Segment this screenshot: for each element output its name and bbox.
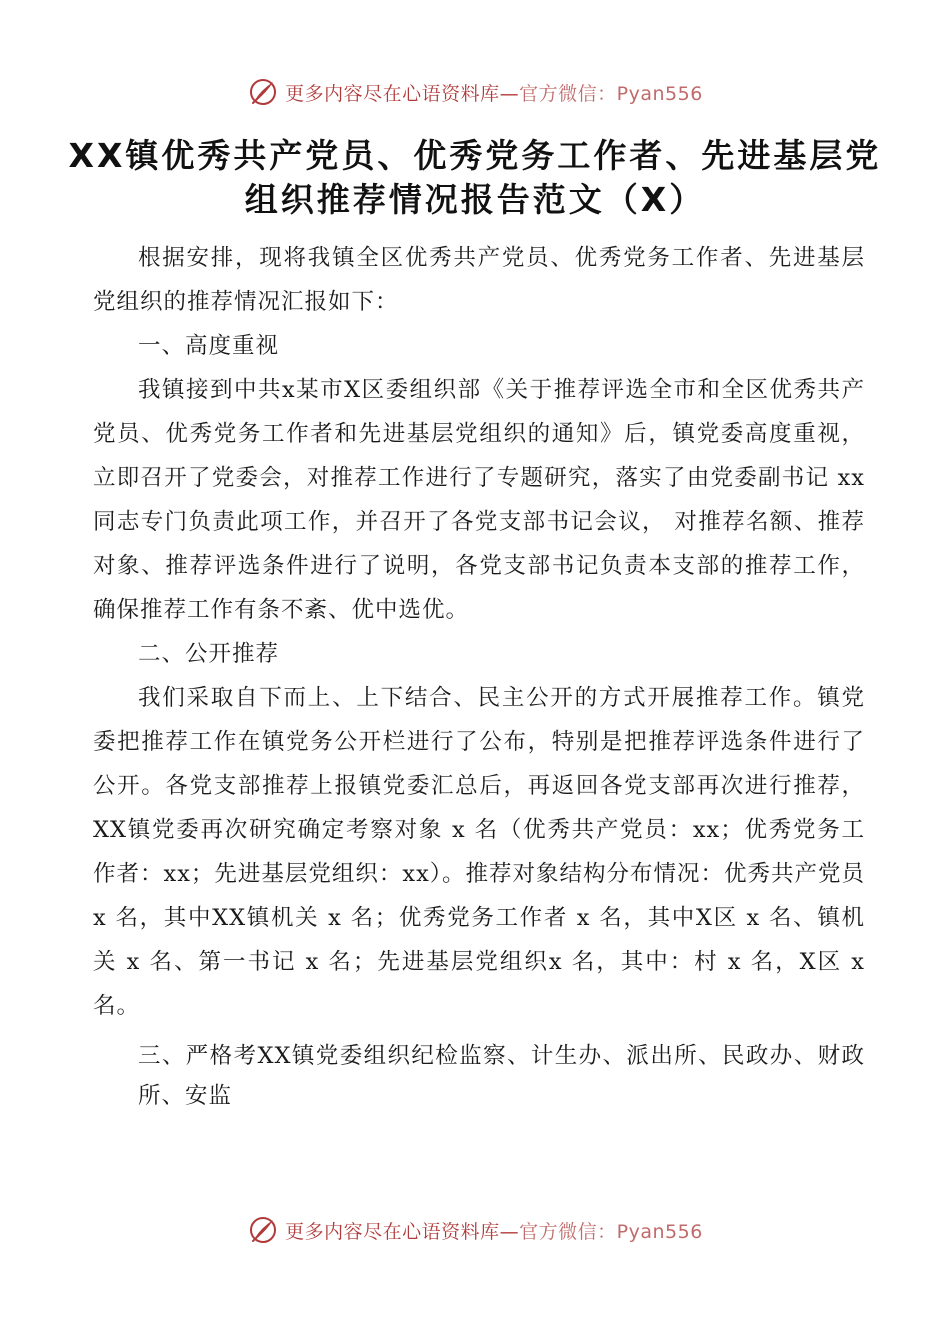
section-heading-3: 三、严格考XX镇党委组织纪检监察、计生办、派出所、民政办、财政所、安监 [138,1043,865,1109]
banner-wechat: 官方微信：Pyan556 [519,82,703,105]
intro-paragraph: 根据安排，现将我镇全区优秀共产党员、优秀党务工作者、先进基层党组织的推荐情况汇报如下： [93,245,865,315]
document-body [93,236,865,1116]
banner-text: 更多内容尽在心语资料库—官方微信：Pyan556 [285,82,703,105]
quill-logo-icon [247,76,279,108]
footer-banner [0,1210,950,1250]
banner-wechat: 官方微信：Pyan556 [519,1220,703,1243]
section-heading-1: 一、高度重视 [138,333,280,359]
quill-logo-icon [247,1214,279,1246]
document-title-line2: 组织推荐情况报告范文（X） [244,180,706,219]
section-heading-2: 二、公开推荐 [138,641,280,667]
header-banner [0,72,950,112]
banner-text: 更多内容尽在心语资料库—官方微信：Pyan556 [285,1220,703,1243]
section-2-paragraph: 我们采取自下而上、上下结合、民主公开的方式开展推荐工作。镇党委把推荐工作在镇党务公开栏进行了公布，特别是把推荐评选条件进行了公开。各党支部推荐上报镇党委汇总后，再返回各党支部再次进行推荐，XX镇党委再次研究确定考察对象 x 名（优秀共产党员：xx；优秀党务工作者：xx；先进基层党组织：xx）。推荐对象结构分布情况：优秀共产党员 x 名，其中XX镇机关 x 名；优秀党务工作者 x 名，其中X区 x 名、镇机关 x 名、第一书记 x 名；先进基层党组织x 名，其中：村 x 名，X区 x 名。 [93,685,866,1019]
document-title-line1: XX镇优秀共产党员、优秀党务工作者、先进基层党 [68,136,882,175]
section-1-paragraph: 我镇接到中共x某市X区委组织部《关于推荐评选全市和全区优秀共产党员、优秀党务工作者和先进基层党组织的通知》后，镇党委高度重视，立即召开了党委会，对推荐工作进行了专题研究，落实了由党委副书记 xx 同志专门负责此项工作，并召开了各党支部书记会议， 对推荐名额、推荐对象、推荐评选条件进行了说明，各党支部书记负责本支部的推荐工作，确保推荐工作有条不紊、优中选优。 [93,377,865,623]
